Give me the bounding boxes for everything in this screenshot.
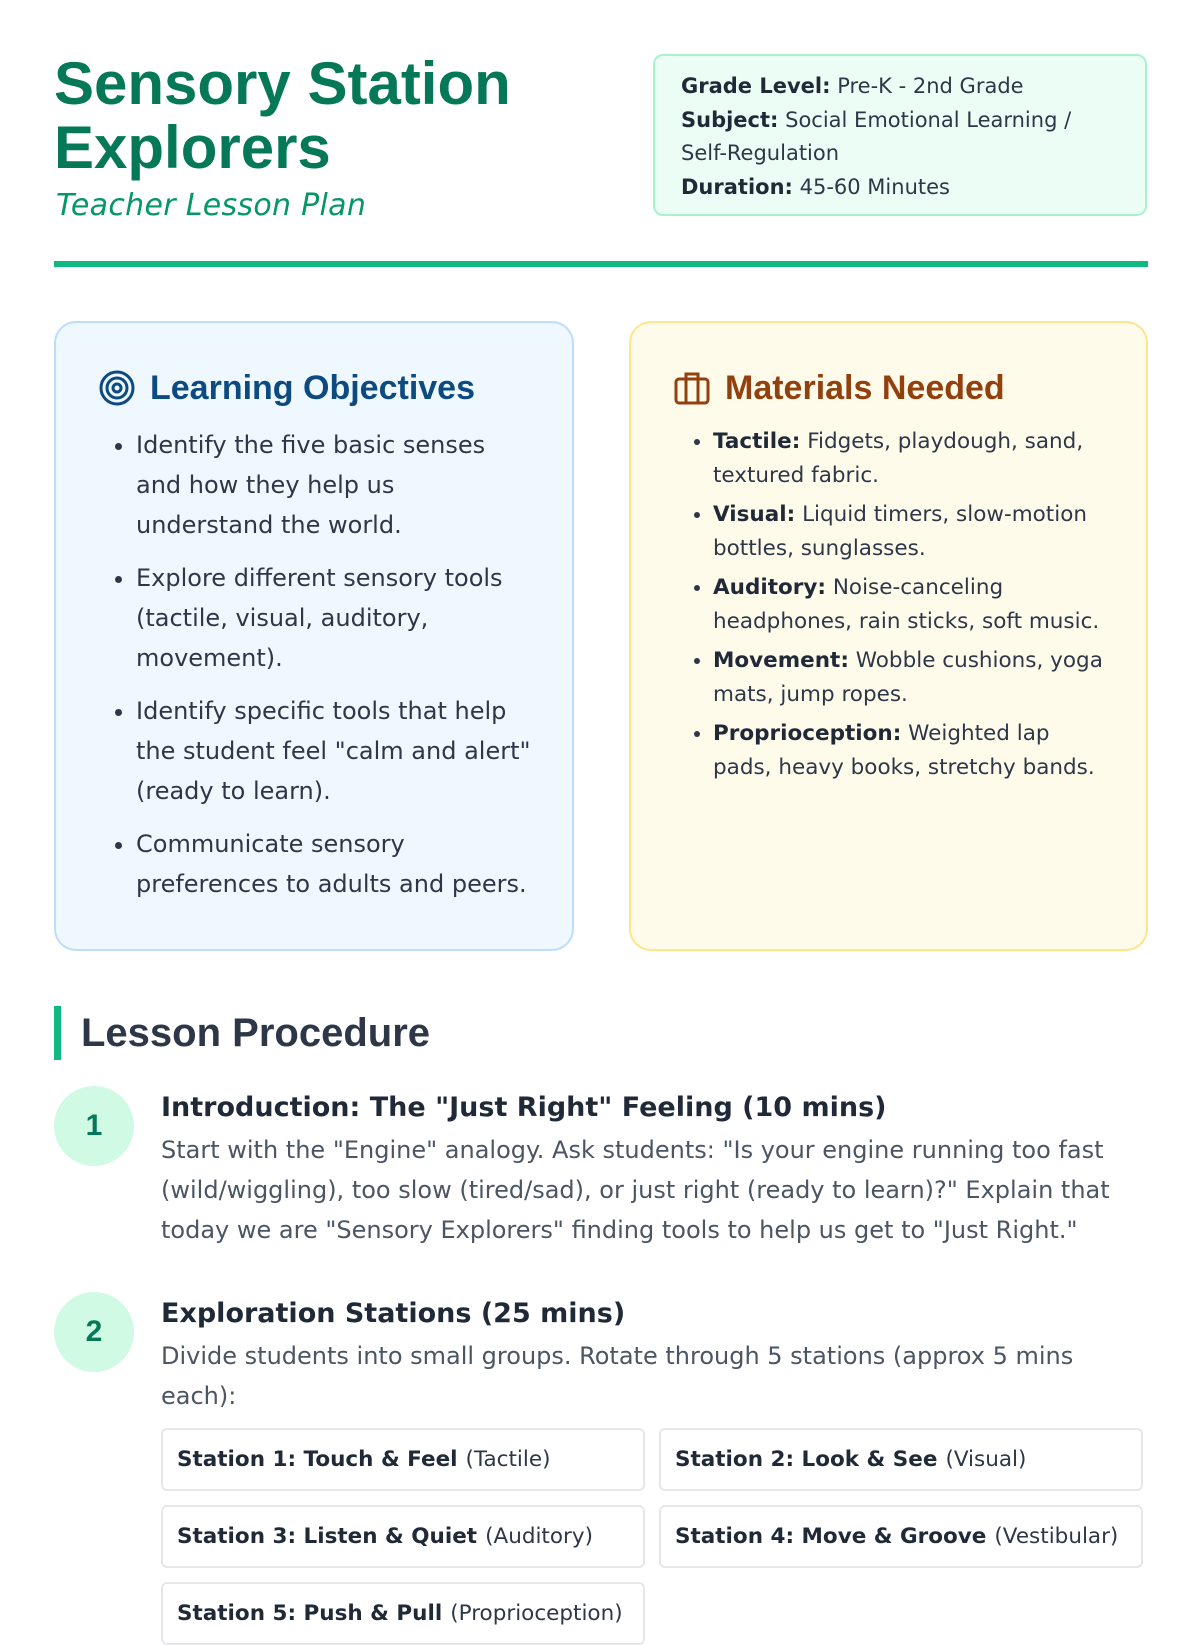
stations-grid (161, 1428, 1151, 1645)
material-text: Fidgets, playdough, sand, textured fabric. (713, 429, 1084, 488)
title-line-2: Explorers (54, 114, 331, 181)
objective-item: • Identify specific tools that help the student feel "calm and alert" (ready to learn). (136, 691, 532, 811)
objective-item: • Communicate sensory preferences to adults and peers. (136, 824, 532, 904)
material-label: Proprioception: (713, 721, 902, 746)
step-content (161, 1292, 1151, 1645)
material-item (713, 644, 1106, 712)
step-content (161, 1086, 1151, 1250)
title-line-1: Sensory Station (54, 50, 511, 117)
step-number-badge: 1 (54, 1086, 134, 1166)
materials-header (673, 363, 1106, 413)
station-type: (Tactile) (465, 1447, 551, 1472)
station-card (659, 1428, 1143, 1491)
grade-level-row (681, 70, 1119, 104)
duration-row (681, 171, 1119, 205)
material-item (713, 498, 1106, 566)
materials-list (673, 425, 1106, 785)
target-icon (98, 369, 136, 407)
material-label: Movement: (713, 648, 849, 673)
station-name: Station 1: Touch & Feel (177, 1447, 458, 1472)
duration-label: Duration: (681, 174, 793, 199)
material-item (713, 717, 1106, 785)
page-subtitle: Teacher Lesson Plan (56, 188, 367, 223)
page-title (54, 52, 614, 180)
station-name: Station 3: Listen & Quiet (177, 1524, 478, 1549)
station-type: (Visual) (945, 1447, 1027, 1472)
materials-card (629, 321, 1148, 951)
material-text: Noise-canceling headphones, rain sticks, soft music. (713, 575, 1100, 634)
objective-item: • Explore different sensory tools (tactile, visual, auditory, movement). (136, 558, 532, 678)
material-label: Tactile: (713, 429, 801, 454)
objectives-header (98, 363, 532, 413)
step-description: Divide students into small groups. Rotate through 5 stations (approx 5 mins each): (161, 1342, 1074, 1410)
station-type: (Proprioception) (450, 1601, 623, 1626)
materials-title: Materials Needed (725, 368, 1005, 407)
station-card (161, 1505, 645, 1568)
station-type: (Vestibular) (994, 1524, 1119, 1549)
material-item (713, 571, 1106, 639)
lesson-info-box (653, 54, 1147, 216)
station-card (161, 1428, 645, 1491)
header-divider (54, 261, 1148, 267)
station-name: Station 5: Push & Pull (177, 1601, 443, 1626)
material-text: Wobble cushions, yoga mats, jump ropes. (713, 648, 1103, 707)
material-label: Auditory: (713, 575, 826, 600)
procedure-heading: Lesson Procedure (54, 1006, 430, 1060)
station-name: Station 4: Move & Groove (675, 1524, 987, 1549)
objectives-list (98, 425, 532, 904)
grade-level-value: Pre-K - 2nd Grade (837, 74, 1024, 98)
subject-row (681, 104, 1119, 171)
station-type: (Auditory) (485, 1524, 593, 1549)
station-card (161, 1582, 645, 1645)
subject-label: Subject: (681, 107, 779, 132)
grade-level-label: Grade Level: (681, 74, 831, 98)
briefcase-icon (673, 369, 711, 407)
station-card (659, 1505, 1143, 1568)
duration-value: 45-60 Minutes (799, 174, 950, 199)
objective-item: • Identify the five basic senses and how they help us understand the world. (136, 425, 532, 545)
learning-objectives-card (54, 321, 574, 951)
material-item (713, 425, 1106, 493)
step-number-badge: 2 (54, 1292, 134, 1372)
material-label: Visual: (713, 502, 796, 527)
material-text: Weighted lap pads, heavy books, stretchy bands. (713, 721, 1095, 780)
step-title: Introduction: The "Just Right" Feeling (10 mins) (161, 1092, 887, 1123)
station-name: Station 2: Look & See (675, 1447, 938, 1472)
step-description: Start with the "Engine" analogy. Ask students: "Is your engine running too fast (wild/wiggling), too slow (tired/sad), or just right (ready to learn)?" Explain that today we are "Sensory Explorers" finding tools to help us get to "Just Right." (161, 1136, 1110, 1244)
objectives-title: Learning Objectives (150, 368, 475, 407)
material-text: Liquid timers, slow-motion bottles, sunglasses. (713, 502, 1087, 561)
step-title: Exploration Stations (25 mins) (161, 1298, 626, 1329)
subject-value: Social Emotional Learning / Self-Regulation (681, 107, 1072, 165)
